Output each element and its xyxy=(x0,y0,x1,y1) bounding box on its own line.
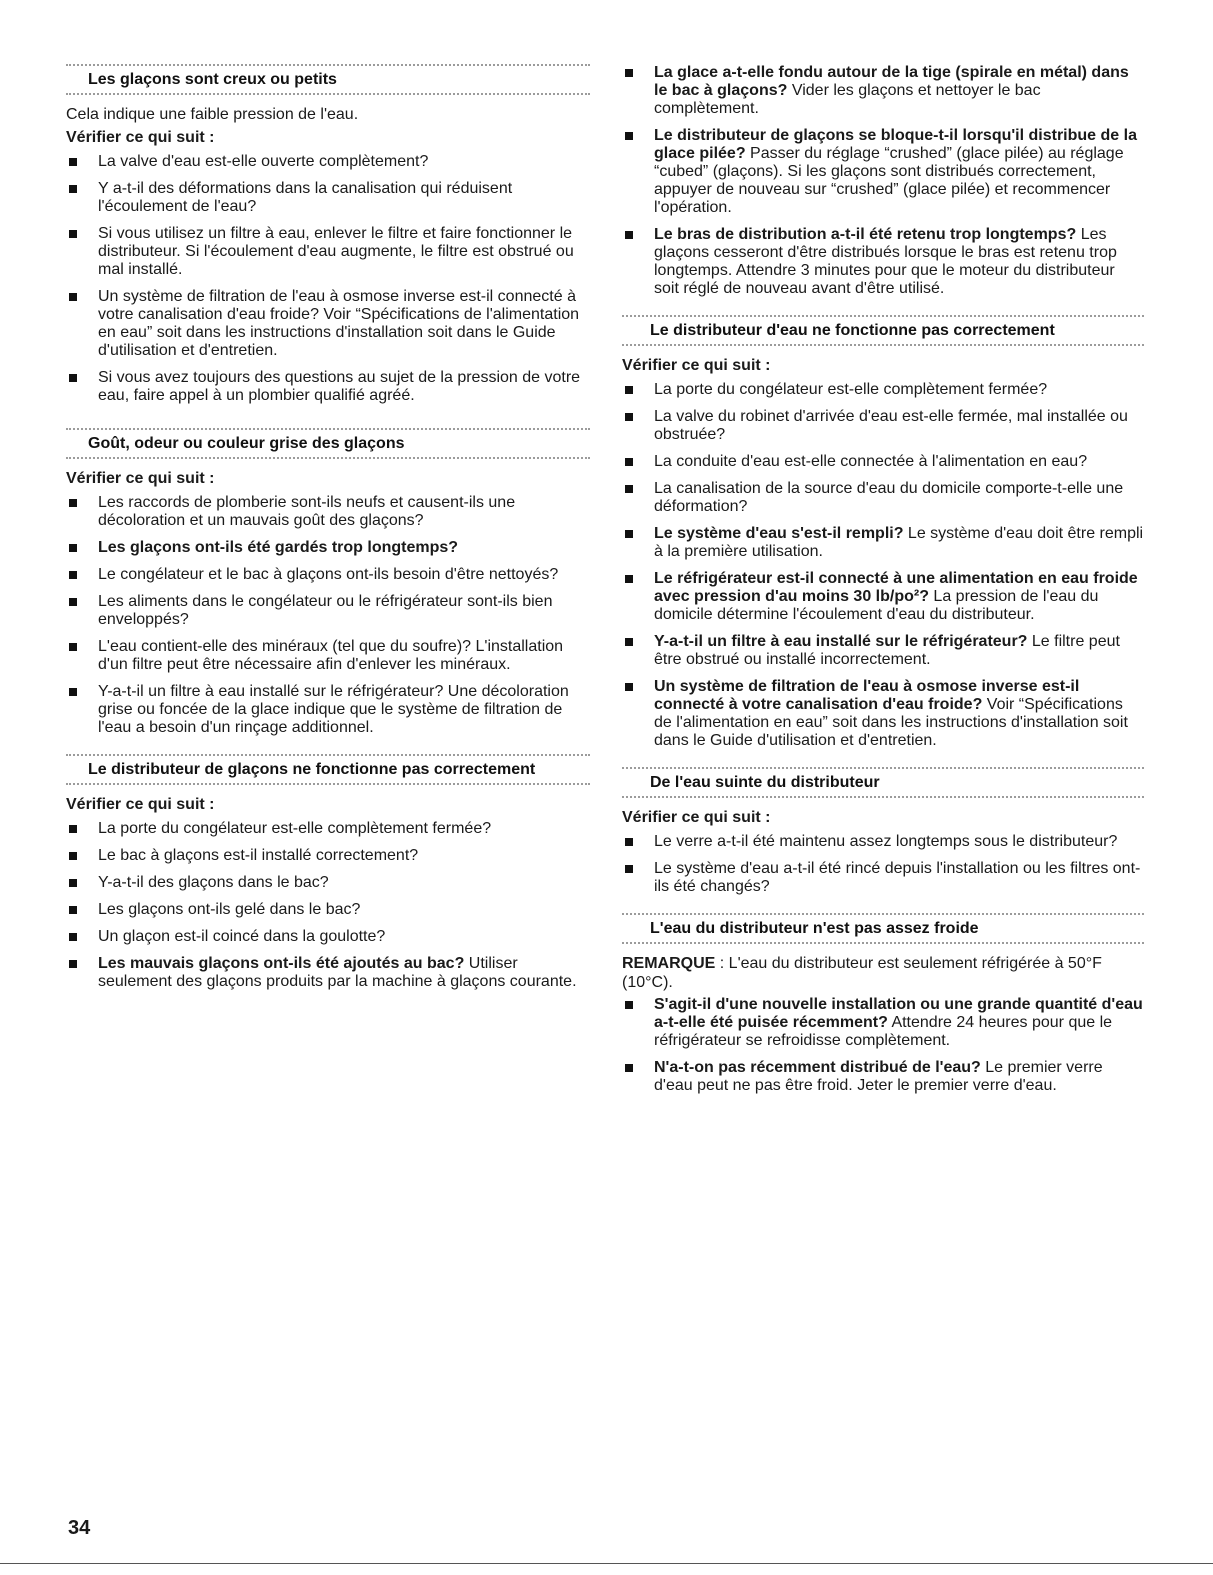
checklist xyxy=(622,833,1144,896)
divider xyxy=(622,767,1144,769)
bullet-icon xyxy=(69,544,77,552)
item-text: La canalisation de la source d'eau du domicile comporte-t-elle une déformation? xyxy=(654,480,1124,515)
item-text: Passer du réglage “crushed” (glace pilée) au réglage “cubed” (glaçons). Si les glaçons sont distribués correctement, appuyer de nouveau sur “crushed” (glace pilée) et recommencer l'opération. xyxy=(654,145,1124,216)
bullet-icon xyxy=(69,185,77,193)
list-item xyxy=(622,64,1144,118)
item-text: Les glaçons ont-ils été gardés trop longtemps? xyxy=(98,539,459,556)
item-bold-text: N'a-t-on pas récemment distribué de l'eau? xyxy=(654,1059,981,1076)
list-item xyxy=(622,408,1144,444)
item-text: Voir “Spécifications de l'alimentation en eau” soit dans les instructions d'installation soit dans le Guide d'utilisation et d'entretien. xyxy=(654,696,1128,749)
item-text: Le premier verre d'eau peut ne pas être froid. Jeter le premier verre d'eau. xyxy=(654,1059,1103,1094)
item-text: Utiliser seulement des glaçons produits par la machine à glaçons courante. xyxy=(98,955,577,990)
item-bold-text: Le réfrigérateur est-il connecté à une alimentation en eau froide avec pression d'au moins 30 lb/po²? xyxy=(654,570,1138,605)
bullet-icon xyxy=(69,571,77,579)
bullet-icon xyxy=(625,231,633,239)
bullet-icon xyxy=(69,906,77,914)
item-text: Si vous utilisez un filtre à eau, enlever le filtre et faire fonctionner le distributeur. Si l'écoulement d'eau augmente, le filtre est obstrué ou mal installé. xyxy=(98,225,574,278)
bullet-icon xyxy=(69,688,77,696)
section-title: Les glaçons sont creux ou petits xyxy=(88,71,337,88)
bullet-icon xyxy=(69,230,77,238)
bullet-icon xyxy=(69,643,77,651)
item-bold-text: S'agit-il d'une nouvelle installation ou une grande quantité d'eau a-t-elle été puisée récemment? xyxy=(654,996,1143,1031)
list-item xyxy=(622,226,1144,298)
page-number: 34 xyxy=(68,1517,91,1539)
list-item xyxy=(66,638,590,674)
list-item xyxy=(622,381,1144,399)
list-item xyxy=(66,820,590,838)
item-bold-text: Y-a-t-il un filtre à eau installé sur le réfrigérateur? xyxy=(654,633,1028,650)
bullet-icon xyxy=(69,960,77,968)
divider xyxy=(66,428,590,430)
list-item xyxy=(622,127,1144,217)
list-item xyxy=(66,369,590,405)
item-text: Les glaçons ont-ils gelé dans le bac? xyxy=(98,901,361,918)
list-item xyxy=(66,874,590,892)
list-item xyxy=(66,847,590,865)
bullet-icon xyxy=(69,293,77,301)
bullet-icon xyxy=(625,683,633,691)
section-title: Le distributeur d'eau ne fonctionne pas correctement xyxy=(650,322,1055,339)
section-header xyxy=(66,428,590,459)
list-item xyxy=(66,683,590,737)
item-bold-text: Le distributeur de glaçons se bloque-t-il lorsqu'il distribue de la glace pilée? xyxy=(654,127,1137,162)
item-text: Le système d'eau doit être rempli à la première utilisation. xyxy=(654,525,1144,560)
section-header xyxy=(622,913,1144,944)
item-bold-text: La glace a-t-elle fondu autour de la tige (spirale en métal) dans le bac à glaçons? xyxy=(654,64,1129,99)
item-text: La conduite d'eau est-elle connectée à l'alimentation en eau? xyxy=(654,453,1088,470)
section-header xyxy=(622,767,1144,798)
list-item xyxy=(66,928,590,946)
list-item xyxy=(622,480,1144,516)
item-text: Vider les glaçons et nettoyer le bac complètement. xyxy=(654,82,1041,117)
bullet-icon xyxy=(625,132,633,140)
item-text: Les glaçons cesseront d'être distribués lorsque le bras est retenu trop longtemps. Attendre 3 minutes pour que le moteur du distributeur soit réglé de nouveau avant d'être utilisé. xyxy=(654,226,1117,297)
item-text: Y a-t-il des déformations dans la canalisation qui réduisent l'écoulement de l'eau? xyxy=(98,180,513,215)
item-text: Y-a-t-il un filtre à eau installé sur le réfrigérateur? Une décoloration grise ou foncée de la glace indique que le système de filtration de l'eau a besoin d'un rinçage additionnel. xyxy=(98,683,569,736)
item-text: Y-a-t-il des glaçons dans le bac? xyxy=(98,874,329,891)
bullet-icon xyxy=(69,598,77,606)
divider xyxy=(66,783,590,785)
list-item xyxy=(66,153,590,171)
list-item xyxy=(66,288,590,360)
list-item xyxy=(622,860,1144,896)
divider xyxy=(66,754,590,756)
checklist xyxy=(66,494,590,737)
section-header xyxy=(66,64,590,95)
item-text: La valve d'eau est-elle ouverte complètement? xyxy=(98,153,429,170)
list-item xyxy=(622,453,1144,471)
footer-rule xyxy=(0,1563,1213,1564)
bullet-icon xyxy=(625,1064,633,1072)
checklist xyxy=(622,996,1144,1095)
checklist xyxy=(622,381,1144,750)
divider xyxy=(622,344,1144,346)
item-text: Le verre a-t-il été maintenu assez longtemps sous le distributeur? xyxy=(654,833,1118,850)
divider xyxy=(66,457,590,459)
list-item xyxy=(66,539,590,557)
spacer xyxy=(622,759,1144,767)
spacer xyxy=(66,746,590,754)
intro-text: Cela indique une faible pression de l'eau. xyxy=(66,106,359,123)
bullet-icon xyxy=(69,879,77,887)
section-header xyxy=(66,754,590,785)
bullet-icon xyxy=(625,1001,633,1009)
item-text: Si vous avez toujours des questions au sujet de la pression de votre eau, faire appel à un plombier qualifié agréé. xyxy=(98,369,581,404)
bullet-icon xyxy=(625,485,633,493)
bullet-icon xyxy=(69,933,77,941)
divider xyxy=(622,913,1144,915)
spacer xyxy=(622,307,1144,315)
checklist xyxy=(622,64,1144,298)
list-item xyxy=(622,833,1144,851)
item-text: Un glaçon est-il coincé dans la goulotte? xyxy=(98,928,386,945)
verify-heading: Vérifier ce qui suit : xyxy=(66,470,215,487)
verify-heading: Vérifier ce qui suit : xyxy=(66,796,215,813)
bullet-icon xyxy=(625,386,633,394)
bullet-icon xyxy=(625,838,633,846)
divider xyxy=(622,942,1144,944)
bullet-icon xyxy=(625,638,633,646)
list-item xyxy=(66,494,590,530)
list-item xyxy=(622,570,1144,624)
verify-heading: Vérifier ce qui suit : xyxy=(622,809,771,826)
bullet-icon xyxy=(625,458,633,466)
item-text: La pression de l'eau du domicile détermine l'écoulement d'eau du distributeur. xyxy=(654,588,1099,623)
item-bold-text: Un système de filtration de l'eau à osmose inverse est-il connecté à votre canalisation d'eau froide? xyxy=(654,678,1080,713)
list-item xyxy=(66,955,590,991)
item-text: L'eau contient-elle des minéraux (tel que du soufre)? L'installation d'un filtre peut être nécessaire afin d'enlever les minéraux. xyxy=(98,638,564,673)
item-text: Les raccords de plomberie sont-ils neufs et causent-ils une décoloration et un mauvais goût des glaçons? xyxy=(98,494,516,529)
item-text: Le filtre peut être obstrué ou installé incorrectement. xyxy=(654,633,1120,668)
divider xyxy=(622,796,1144,798)
right-column xyxy=(622,64,1144,1104)
item-text: Un système de filtration de l'eau à osmose inverse est-il connecté à votre canalisation d'eau froide? Voir “Spécifications de l'alimentation en eau” soit dans les instructions d'installation soit dans le Guide d'utilisation et d'entretien. xyxy=(98,288,580,359)
bullet-icon xyxy=(69,825,77,833)
list-item xyxy=(622,678,1144,750)
verify-heading: Vérifier ce qui suit : xyxy=(66,129,215,146)
item-bold-text: Le système d'eau s'est-il rempli? xyxy=(654,525,904,542)
item-text: Le bac à glaçons est-il installé correctement? xyxy=(98,847,419,864)
section-title: De l'eau suinte du distributeur xyxy=(650,774,880,791)
checklist xyxy=(66,820,590,991)
bullet-icon xyxy=(625,575,633,583)
checklist xyxy=(66,153,590,405)
bullet-icon xyxy=(625,413,633,421)
list-item xyxy=(66,566,590,584)
verify-heading: Vérifier ce qui suit : xyxy=(622,357,771,374)
item-text: La porte du congélateur est-elle complètement fermée? xyxy=(654,381,1048,398)
item-text: La valve du robinet d'arrivée d'eau est-elle fermée, mal installée ou obstruée? xyxy=(654,408,1128,443)
bullet-icon xyxy=(625,865,633,873)
list-item xyxy=(66,225,590,279)
list-item xyxy=(622,633,1144,669)
divider xyxy=(66,93,590,95)
list-item xyxy=(622,996,1144,1050)
list-item xyxy=(622,525,1144,561)
item-text: Les aliments dans le congélateur ou le réfrigérateur sont-ils bien enveloppés? xyxy=(98,593,553,628)
spacer xyxy=(622,905,1144,913)
list-item xyxy=(622,1059,1144,1095)
divider xyxy=(66,64,590,66)
list-item xyxy=(66,901,590,919)
bullet-icon xyxy=(69,158,77,166)
item-text: Le congélateur et le bac à glaçons ont-ils besoin d'être nettoyés? xyxy=(98,566,559,583)
item-text: La porte du congélateur est-elle complètement fermée? xyxy=(98,820,492,837)
spacer xyxy=(66,414,590,428)
bullet-icon xyxy=(625,530,633,538)
section-header xyxy=(622,315,1144,346)
item-bold-text: Les mauvais glaçons ont-ils été ajoutés au bac? xyxy=(98,955,465,972)
left-column xyxy=(66,64,590,1000)
section-title: L'eau du distributeur n'est pas assez froide xyxy=(650,920,979,937)
note-label: REMARQUE xyxy=(622,955,716,972)
section-title: Goût, odeur ou couleur grise des glaçons xyxy=(88,435,405,452)
bullet-icon xyxy=(625,69,633,77)
item-text: Le système d'eau a-t-il été rincé depuis l'installation ou les filtres ont-ils été changés? xyxy=(654,860,1141,895)
section-title: Le distributeur de glaçons ne fonctionne pas correctement xyxy=(88,761,536,778)
note-body: : L'eau du distributeur est seulement réfrigérée à 50°F (10°C). xyxy=(622,955,1102,991)
note-text xyxy=(622,954,1144,992)
bullet-icon xyxy=(69,852,77,860)
divider xyxy=(622,315,1144,317)
bullet-icon xyxy=(69,499,77,507)
bullet-icon xyxy=(69,374,77,382)
item-text: Attendre 24 heures pour que le réfrigérateur se refroidisse complètement. xyxy=(654,1014,1113,1049)
list-item xyxy=(66,180,590,216)
item-bold-text: Le bras de distribution a-t-il été retenu trop longtemps? xyxy=(654,226,1077,243)
list-item xyxy=(66,593,590,629)
